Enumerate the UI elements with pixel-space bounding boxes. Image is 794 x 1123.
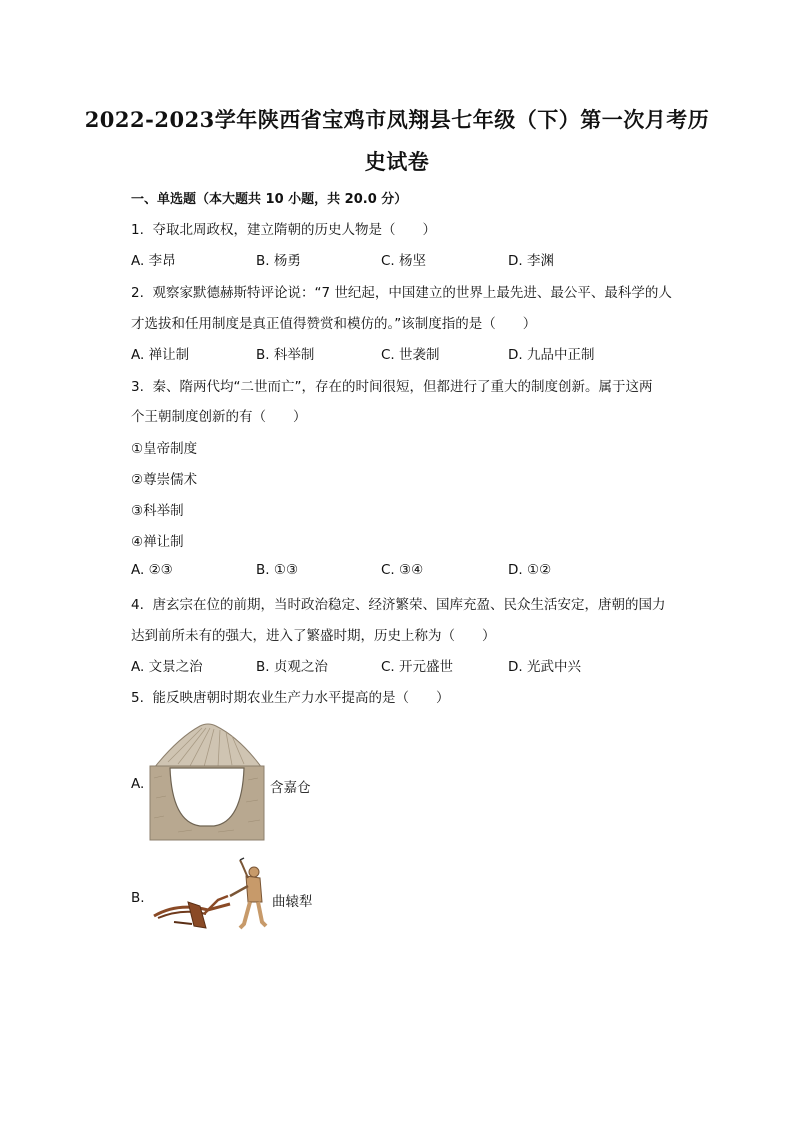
granary-image[interactable]	[148, 718, 266, 842]
q4-option-d[interactable]: D. 光武中兴	[508, 659, 581, 675]
q3-option-b[interactable]: B. ①③	[256, 562, 299, 578]
question-3-stem-line1: 3. 秦、隋两代均“二世而亡”，存在的时间很短，但都进行了重大的制度创新。属于这两	[131, 379, 653, 395]
q5-option-b-letter[interactable]: B.	[131, 890, 145, 906]
q3-item-4: ④禅让制	[131, 534, 184, 550]
q5-option-a-letter[interactable]: A.	[131, 776, 145, 792]
q3-option-c[interactable]: C. ③④	[381, 562, 424, 578]
q1-option-d[interactable]: D. 李渊	[508, 253, 554, 269]
question-1-stem: 1. 夺取北周政权，建立隋朝的历史人物是（ ）	[131, 222, 436, 238]
q4-option-a[interactable]: A. 文景之治	[131, 659, 203, 675]
q5-option-a-caption: 含嘉仓	[270, 780, 311, 796]
granary-illustration	[148, 718, 266, 842]
question-3-stem-line2: 个王朝制度创新的有（ ）	[131, 409, 307, 425]
q2-option-c[interactable]: C. 世袭制	[381, 347, 440, 363]
curved-plow-illustration	[148, 856, 272, 936]
exam-title-line2: 史试卷	[364, 149, 430, 174]
q3-item-3: ③科举制	[131, 503, 184, 519]
q2-option-d[interactable]: D. 九品中正制	[508, 347, 595, 363]
q2-option-a[interactable]: A. 禅让制	[131, 347, 190, 363]
question-2-stem-line2: 才选拔和任用制度是真正值得赞赏和模仿的。”该制度指的是（ ）	[131, 316, 537, 332]
q5-option-b-caption: 曲辕犁	[272, 894, 313, 910]
question-5-stem: 5. 能反映唐朝时期农业生产力水平提高的是（ ）	[131, 690, 450, 706]
q1-option-b[interactable]: B. 杨勇	[256, 253, 301, 269]
q4-option-c[interactable]: C. 开元盛世	[381, 659, 454, 675]
curved-plow-image[interactable]	[148, 856, 272, 936]
section-heading: 一、单选题（本大题共 10 小题，共 20.0 分）	[131, 192, 408, 207]
q1-option-c[interactable]: C. 杨坚	[381, 253, 427, 269]
question-4-stem-line2: 达到前所未有的强大，进入了繁盛时期，历史上称为（ ）	[131, 628, 496, 644]
q1-option-a[interactable]: A. 李昂	[131, 253, 176, 269]
question-4-stem-line1: 4. 唐玄宗在位的前期，当时政治稳定、经济繁荣、国库充盈、民众生活安定，唐朝的国力	[131, 597, 666, 613]
q3-option-a[interactable]: A. ②③	[131, 562, 173, 578]
question-2-stem-line1: 2. 观察家默德赫斯特评论说：“7 世纪起，中国建立的世界上最先进、最公平、最科学的人	[131, 285, 672, 301]
q3-option-d[interactable]: D. ①②	[508, 562, 552, 578]
q4-option-b[interactable]: B. 贞观之治	[256, 659, 328, 675]
q3-item-2: ②尊崇儒术	[131, 472, 198, 488]
exam-title-line1: 2022-2023学年陕西省宝鸡市凤翔县七年级（下）第一次月考历	[84, 107, 710, 132]
q3-item-1: ①皇帝制度	[131, 441, 198, 457]
q2-option-b[interactable]: B. 科举制	[256, 347, 315, 363]
